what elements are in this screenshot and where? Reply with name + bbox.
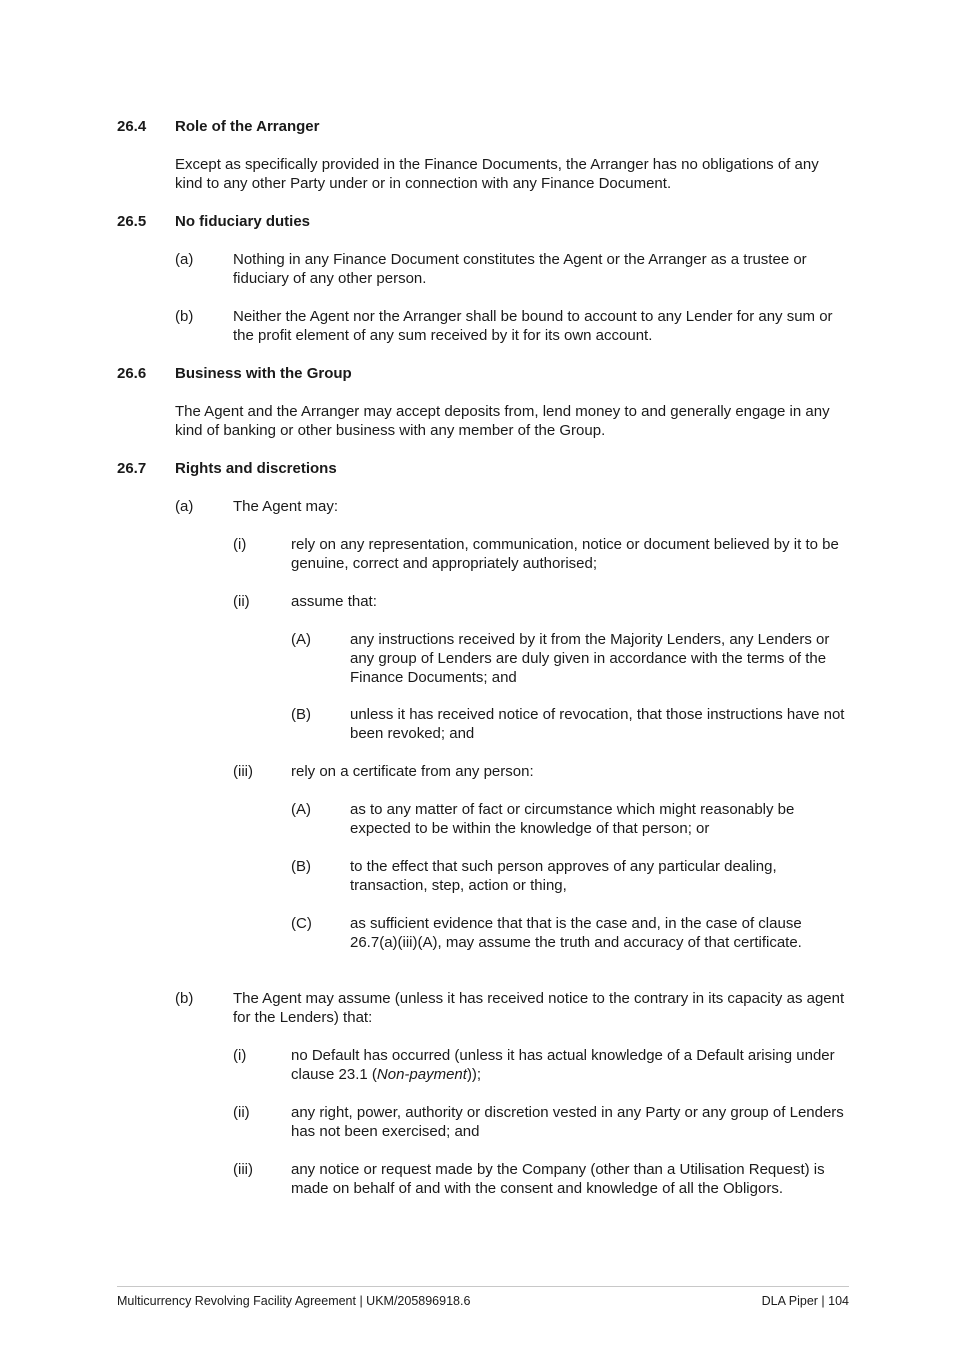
clause-26-4-body: Except as specifically provided in the Finance Documents, the Arranger has no obligations of any kind to any other Party under or in connection with any Finance Document. [175, 156, 819, 192]
item-label: (a) [175, 498, 194, 515]
item-label: (iii) [233, 1161, 253, 1178]
clause-title: Role of the Arranger [175, 118, 320, 135]
item-text [291, 1046, 848, 1084]
item-label: (C) [291, 915, 312, 932]
item-text: any right, power, authority or discretion vested in any Party or any group of Lenders has not been exercised; and [291, 1104, 844, 1140]
clause-number: 26.7 [117, 460, 147, 477]
item-text-pre: no Default has occurred (unless it has actual knowledge of a Default arising under clause 23.1 ( [291, 1047, 835, 1083]
item-text: rely on any representation, communication, notice or document believed by it to be genuine, correct and appropriately authorised; [291, 536, 839, 572]
item-label: (A) [291, 631, 311, 648]
item-text: The Agent may assume (unless it has received notice to the contrary in its capacity as agent for the Lenders) that: [233, 990, 845, 1026]
clause-title: No fiduciary duties [175, 213, 311, 230]
clause-26-6-body: The Agent and the Arranger may accept deposits from, lend money to and generally engage in any kind of banking or other business with any member of the Group. [175, 403, 830, 439]
item-text: any instructions received by it from the Majority Lenders, any Lenders or any group of Lenders are duly given in accordance with the terms of the Finance Documents; and [350, 631, 830, 686]
item-label: (a) [175, 251, 194, 268]
item-text-post: )); [466, 1066, 482, 1083]
item-label: (iii) [233, 763, 253, 780]
item-text: assume that: [291, 593, 377, 610]
item-label: (b) [175, 990, 194, 1007]
item-label: (ii) [233, 593, 250, 610]
item-label: (B) [291, 706, 311, 723]
item-text: to the effect that such person approves of any particular dealing, transaction, step, action or thing, [350, 858, 777, 894]
clause-number: 26.5 [117, 213, 147, 230]
footer-divider [117, 1286, 849, 1287]
item-text: Neither the Agent nor the Arranger shall be bound to account to any Lender for any sum or the profit element of any sum received by it for its own account. [233, 308, 833, 344]
clause-number: 26.4 [117, 118, 147, 135]
clause-title: Business with the Group [175, 365, 352, 382]
item-text: any notice or request made by the Company (other than a Utilisation Request) is made on behalf of and with the consent and knowledge of all the Obligors. [291, 1161, 825, 1197]
item-label: (ii) [233, 1104, 250, 1121]
item-label: (B) [291, 858, 311, 875]
item-text: The Agent may: [233, 498, 339, 515]
item-text: as to any matter of fact or circumstance which might reasonably be expected to be within the knowledge of that person; or [350, 801, 795, 837]
item-label: (i) [233, 1047, 247, 1064]
clause-title: Rights and discretions [175, 460, 337, 477]
footer-page-number: DLA Piper | 104 [761, 1294, 849, 1308]
item-text: rely on a certificate from any person: [291, 763, 534, 780]
item-text: as sufficient evidence that that is the case and, in the case of clause 26.7(a)(iii)(A), may assume the truth and accuracy of that certificate. [350, 915, 802, 951]
item-text: unless it has received notice of revocation, that those instructions have not been revoked; and [350, 706, 845, 742]
item-label: (b) [175, 308, 194, 325]
clause-number: 26.6 [117, 365, 147, 382]
item-label: (i) [233, 536, 247, 553]
item-label: (A) [291, 801, 311, 818]
item-text: Nothing in any Finance Document constitutes the Agent or the Arranger as a trustee or fiduciary of any other person. [233, 251, 807, 287]
footer-document-reference: Multicurrency Revolving Facility Agreement | UKM/205896918.6 [117, 1294, 471, 1308]
item-text-italic: Non-payment [376, 1066, 467, 1083]
